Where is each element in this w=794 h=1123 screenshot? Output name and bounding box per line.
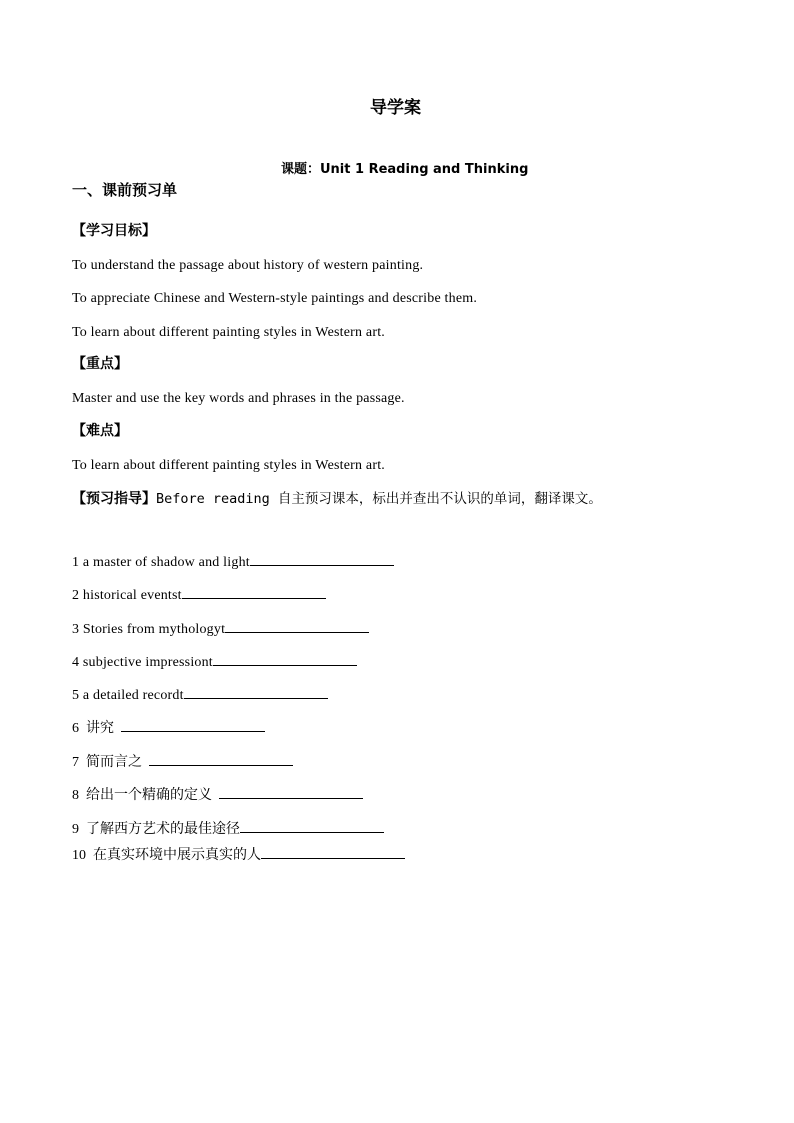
vocab-text: 在真实环境中展示真实的人 — [93, 847, 261, 863]
answer-blank[interactable] — [225, 620, 369, 633]
guidance-heading: 【预习指导】 — [72, 491, 156, 507]
answer-blank[interactable] — [250, 553, 394, 566]
vocab-text: 简而言之 — [86, 754, 142, 770]
vocab-text: subjective impressiont — [82, 655, 213, 670]
page-title: 导学案 — [370, 98, 421, 118]
answer-blank[interactable] — [213, 653, 357, 666]
vocab-number: 3 — [72, 622, 80, 637]
key-points-heading: 【重点】 — [72, 356, 128, 372]
vocab-text: Stories from mythologyt — [82, 622, 226, 637]
objectives-heading: 【学习目标】 — [72, 223, 156, 239]
vocab-number: 2 — [72, 588, 80, 603]
vocab-item — [72, 786, 363, 803]
vocab-item — [72, 586, 326, 603]
vocab-text: historical eventst — [82, 588, 182, 603]
vocab-item — [72, 620, 369, 637]
answer-blank[interactable] — [182, 586, 326, 599]
answer-blank[interactable] — [184, 686, 328, 699]
answer-blank[interactable] — [240, 820, 384, 833]
vocab-item — [72, 820, 384, 837]
answer-blank[interactable] — [219, 786, 363, 799]
guidance-text: Before reading 自主预习课本，标出并查出不认识的单词，翻译课文。 — [156, 491, 602, 507]
answer-blank[interactable] — [121, 719, 265, 732]
answer-blank[interactable] — [261, 846, 405, 859]
vocab-item — [72, 753, 293, 770]
vocab-number: 10 — [72, 848, 86, 863]
vocab-item — [72, 846, 405, 863]
section-heading: 一、课前预习单 — [72, 181, 178, 199]
vocab-number: 9 — [72, 822, 79, 837]
vocab-text: 了解西方艺术的最佳途径 — [86, 821, 240, 837]
difficulties-heading: 【难点】 — [72, 423, 128, 439]
topic-line: 课题：Unit 1 Reading and Thinking — [281, 162, 529, 177]
vocab-number: 4 — [72, 655, 80, 670]
vocab-item — [72, 653, 357, 670]
vocab-number: 6 — [72, 721, 79, 736]
vocab-number: 7 — [72, 755, 79, 770]
objective-item: To appreciate Chinese and Western-style paintings and describe them. — [72, 291, 478, 306]
objective-item: To understand the passage about history of western painting. — [72, 258, 424, 273]
vocab-text: 给出一个精确的定义 — [86, 787, 212, 803]
vocab-item — [72, 686, 328, 703]
key-points-text: Master and use the key words and phrases in the passage. — [72, 391, 405, 406]
vocab-item — [72, 553, 394, 570]
vocab-number: 8 — [72, 788, 79, 803]
vocab-text: a detailed recordt — [82, 688, 184, 703]
vocab-item — [72, 719, 265, 736]
difficulties-text: To learn about different painting styles in Western art. — [72, 458, 385, 473]
guidance-line — [72, 491, 602, 507]
vocab-text: a master of shadow and light — [82, 555, 250, 570]
vocab-number: 1 — [72, 555, 80, 570]
vocab-text: 讲究 — [86, 720, 114, 736]
vocab-number: 5 — [72, 688, 80, 703]
objective-item: To learn about different painting styles in Western art. — [72, 325, 385, 340]
answer-blank[interactable] — [149, 753, 293, 766]
